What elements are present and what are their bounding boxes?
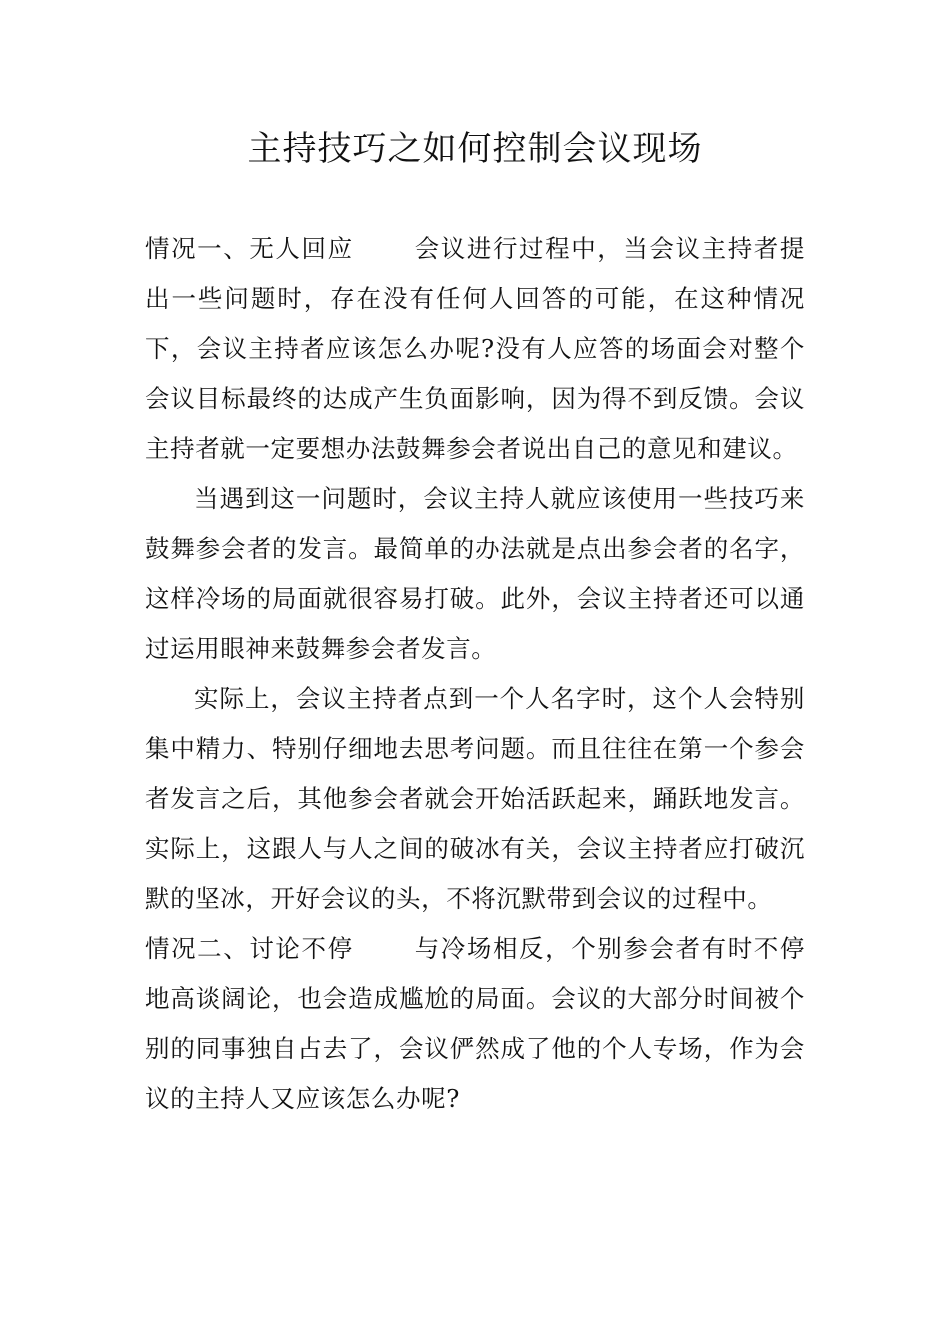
- paragraph-icebreaking: [145, 674, 805, 924]
- document-title: 主持技巧之如何控制会议现场: [247, 129, 703, 169]
- paragraph-text: 会议进行过程中，当会议主持者提出一些问题时，存在没有任何人回答的可能，在这种情况下，会议主持者应该怎么办呢?没有人应答的场面会对整个会议目标最终的达成产生负面影响，因为得不到反馈。会议主持者就一定要想办法鼓舞参会者说出自己的意见和建议。: [145, 234, 805, 463]
- paragraph-techniques: [145, 474, 805, 674]
- paragraph-text: 当遇到这一问题时，会议主持人就应该使用一些技巧来鼓舞参会者的发言。最简单的办法就是点出参会者的名字，这样冷场的局面就很容易打破。此外，会议主持者还可以通过运用眼神来鼓舞参会者发言。: [145, 484, 805, 663]
- paragraph-situation-one: [145, 224, 805, 474]
- paragraph-text: 实际上，会议主持者点到一个人名字时，这个人会特别集中精力、特别仔细地去思考问题。而且往往在第一个参会者发言之后，其他参会者就会开始活跃起来，踊跃地发言。实际上，这跟人与人之间的破冰有关，会议主持者应打破沉默的坚冰，开好会议的头，不将沉默带到会议的过程中。: [145, 684, 805, 913]
- section-heading-situation-two: 情况二、讨论不停: [145, 934, 354, 963]
- paragraph-text: 与冷场相反，个别参会者有时不停地高谈阔论，也会造成尴尬的局面。会议的大部分时间被个别的同事独自占去了，会议俨然成了他的个人专场，作为会议的主持人又应该怎么办呢?: [145, 934, 805, 1113]
- section-heading-situation-one: 情况一、无人回应: [145, 234, 354, 263]
- document-body: [145, 224, 805, 1124]
- paragraph-situation-two: [145, 924, 805, 1124]
